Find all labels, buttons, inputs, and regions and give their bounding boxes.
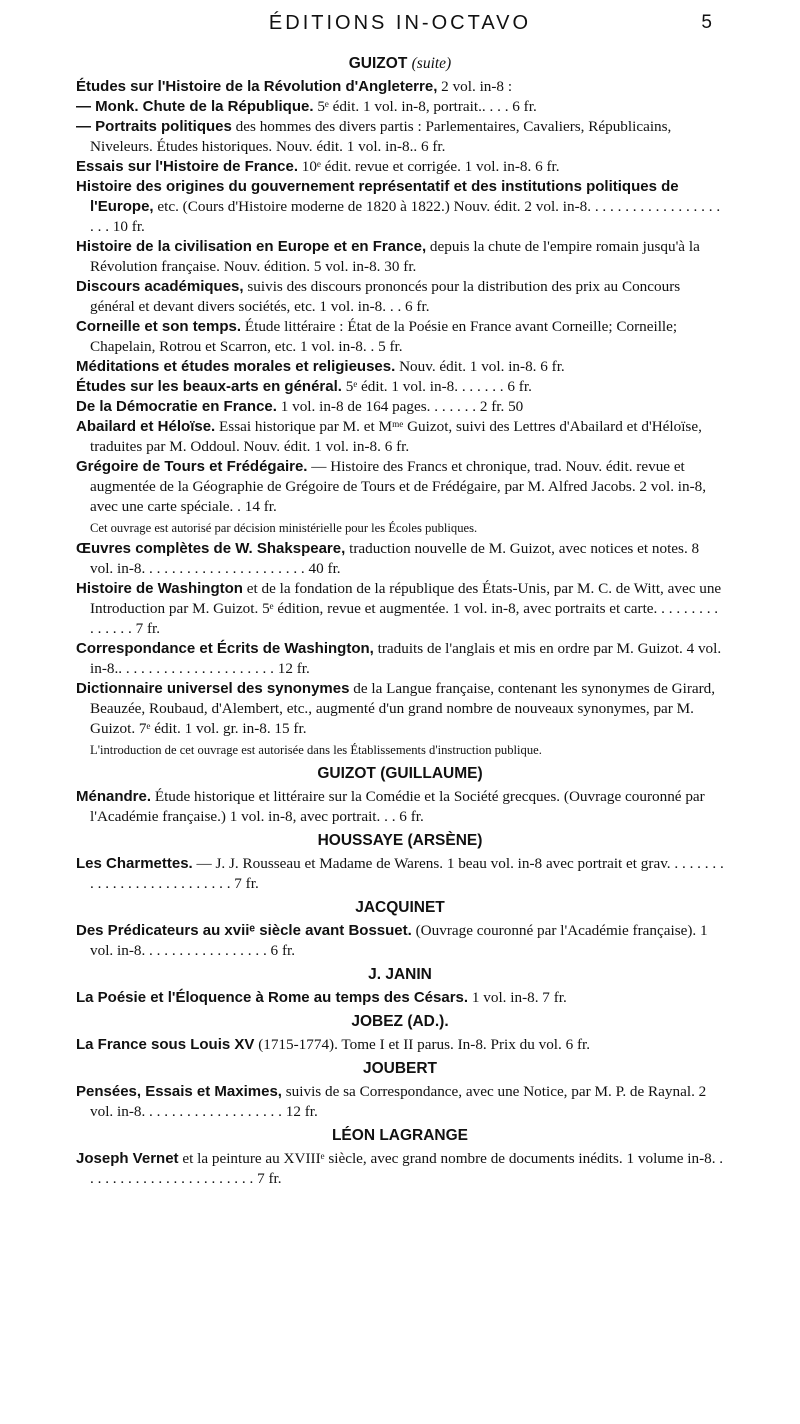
catalogue-entry [76,539,724,579]
page-number: 5 [701,12,712,33]
entry-description: (Ouvrage couronné par l'Académie française). 1 vol. in-8. . . . . . . . . . . . . . . . . 6 fr. [90,922,708,959]
entry-title: Études sur les beaux-arts en général. [76,378,342,395]
entry-title: Correspondance et Écrits de Washington, [76,640,374,657]
entry-title: Histoire des origines du gouvernement représentatif et des institutions politiques de l'Europe, [76,178,679,215]
catalogue-entry [76,988,724,1008]
catalogue-entry [76,679,724,739]
catalogue-entry [76,921,724,961]
author-heading [76,898,724,918]
entry-description: traduction nouvelle de M. Guizot, avec notices et notes. 8 vol. in-8. . . . . . . . . . . . . . . . . . . . . . 40 fr. [90,540,700,577]
entry-description: suivis de sa Correspondance, avec une Notice, par M. P. de Raynal. 2 vol. in-8. . . . . . . . . . . . . . . . . . . 12 fr. [90,1083,707,1120]
catalogue-entry [76,579,724,639]
entry-title: La France sous Louis XV [76,1036,255,1053]
entry-title: La Poésie et l'Éloquence à Rome au temps des Césars. [76,989,469,1006]
catalogue-entry [76,117,724,157]
author-heading [76,54,724,74]
entry-description: traduits de l'anglais et mis en ordre par M. Guizot. 4 vol. in-8.. . . . . . . . . . . . . . . . . . . . . 12 fr. [90,640,722,677]
author-heading [76,764,724,784]
author-suffix: (suite) [411,55,452,72]
author-heading [76,1059,724,1079]
author-name: J. JANIN [368,966,432,983]
entry-description: depuis la chute de l'empire romain jusqu'à la Révolution française. Nouv. édition. 5 vol. in-8. 30 fr. [90,238,700,275]
entry-description: et la peinture au XVIIIᵉ siècle, avec grand nombre de documents inédits. 1 volume in-8. . . . . . . . . . . . . . . . . . . . . . . . 7 fr. [90,1150,724,1187]
catalogue-entry [76,317,724,357]
catalogue-listing [76,50,724,1189]
entry-description: 2 vol. in-8 : [437,78,513,95]
entry-description: de la Langue française, contenant les synonymes de Girard, Beauzée, Roubaud, d'Alembert, etc., augmenté d'un grand nombre de nouveaux synonymes, par M. Guizot. 7ᵉ édit. 1 vol. gr. in-8. 15 fr. [90,680,716,737]
entry-description: 5ᵉ édit. 1 vol. in-8. . . . . . . 6 fr. [341,378,532,395]
entry-description: Étude historique et littéraire sur la Comédie et la Société grecques. (Ouvrage couronné par l'Académie française.) 1 vol. in-8, avec portrait. . . 6 fr. [90,788,705,825]
entry-description: Étude littéraire : État de la Poésie en France avant Corneille; Corneille; Chapelain, Rotrou et Scarron, etc. 1 vol. in-8. . 5 fr. [90,318,678,355]
entry-title: Histoire de la civilisation en Europe et en France, [76,238,427,255]
entry-description: — J. J. Rousseau et Madame de Warens. 1 beau vol. in-8 avec portrait et grav. . . . . . . . . . . . . . . . . . . . . . . . . . . 7 fr. [90,855,724,892]
catalogue-entry [76,277,724,317]
catalogue-entry [76,1082,724,1122]
catalogue-entry [76,639,724,679]
catalogue-entry [76,397,724,417]
entry-description: des hommes des divers partis : Parlementaires, Cavaliers, Républicains, Niveleurs. Études historiques. Nouv. édit. 1 vol. in-8.. 6 fr. [90,118,672,155]
entry-title: Grégoire de Tours et Frédégaire. [76,458,308,475]
entry-title: Abailard et Héloïse. [76,418,216,435]
entry-note: Cet ouvrage est autorisé par décision ministérielle pour les Écoles publiques. [90,521,478,535]
entry-note: L'introduction de cet ouvrage est autorisée dans les Établissements d'instruction publique. [90,743,542,757]
catalogue-entry [76,357,724,377]
author-name: JOUBERT [362,1060,438,1077]
catalogue-entry [76,77,724,97]
catalogue-entry [76,377,724,397]
entry-title: Œuvres complètes de W. Shakspeare, [76,540,346,557]
author-heading [76,831,724,851]
author-name: JACQUINET [355,899,445,916]
author-heading [76,1012,724,1032]
author-heading [76,965,724,985]
catalogue-entry [76,1149,724,1189]
entry-title: Les Charmettes. [76,855,193,872]
author-name: HOUSSAYE (ARSÈNE) [317,832,483,849]
entry-description: 1 vol. in-8. 7 fr. [468,989,567,1006]
author-name: GUIZOT (GUILLAUME) [317,765,483,782]
catalogue-entry [76,457,724,517]
catalogue-entry [76,97,724,117]
catalogue-entry [76,787,724,827]
author-name: JOBEZ (AD.). [351,1013,449,1030]
entry-title: Corneille et son temps. [76,318,242,335]
author-heading [76,1126,724,1146]
entry-description: 5ᵉ édit. 1 vol. in-8, portrait.. . . . 6 fr. [313,98,537,115]
catalogue-entry [76,1035,724,1055]
entry-title: Essais sur l'Histoire de France. [76,158,298,175]
catalogue-entry [76,157,724,177]
entry-description: suivis des discours prononcés pour la distribution des prix au Concours général et devant divers sociétés, etc. 1 vol. in-8. . . 6 fr. [90,278,681,315]
entry-description: — Histoire des Francs et chronique, trad. Nouv. édit. revue et augmentée de la Géographie de Grégoire de Tours et de Frédégaire, par M. Alfred Jacobs. 2 vol. in-8, avec une carte spéciale. . 14 fr. [90,458,707,515]
entry-title: De la Démocratie en France. [76,398,277,415]
catalogue-entry [76,177,724,237]
catalogue-entry [76,854,724,894]
running-title: ÉDITIONS IN-OCTAVO [268,12,532,34]
entry-title: Dictionnaire universel des synonymes [76,680,350,697]
entry-title: — Portraits politiques [76,118,232,135]
entry-title: Pensées, Essais et Maximes, [76,1083,282,1100]
entry-title: Des Prédicateurs au xviiᵉ siècle avant Bossuet. [76,922,412,939]
entry-description: Essai historique par M. et Mᵐᵉ Guizot, suivi des Lettres d'Abailard et d'Héloïse, traduites par M. Oddoul. Nouv. édit. 1 vol. in-8. 6 fr. [90,418,702,455]
entry-title: Études sur l'Histoire de la Révolution d'Angleterre, [76,78,438,95]
entry-title: Histoire de Washington [76,580,243,597]
catalogue-entry [76,237,724,277]
entry-description: Nouv. édit. 1 vol. in-8. 6 fr. [395,358,565,375]
entry-description: 1 vol. in-8 de 164 pages. . . . . . . 2 fr. 50 [276,398,524,415]
entry-description: (1715-1774). Tome I et II parus. In-8. Prix du vol. 6 fr. [254,1036,591,1053]
author-name: LÉON LAGRANGE [331,1127,469,1144]
entry-title: Discours académiques, [76,278,244,295]
entry-title: Méditations et études morales et religieuses. [76,358,396,375]
entry-title: — Monk. Chute de la République. [76,98,314,115]
entry-description: et de la fondation de la république des États-Unis, par M. C. de Witt, avec une Introduction par M. Guizot. 5ᵉ édition, revue et augmentée. 1 vol. in-8, avec portraits et carte. . . . . . . . . . . . . . . 7 fr. [90,580,722,637]
entry-description: etc. (Cours d'Histoire moderne de 1820 à 1822.) Nouv. édit. 2 vol. in-8. . . . . . . . . . . . . . . . . . . . . 10 fr. [90,198,721,235]
author-name: GUIZOT [348,55,408,72]
entry-description: 10ᵉ édit. revue et corrigée. 1 vol. in-8. 6 fr. [298,158,560,175]
entry-title: Joseph Vernet [76,1150,179,1167]
catalogue-entry [76,417,724,457]
entry-title: Ménandre. [76,788,152,805]
